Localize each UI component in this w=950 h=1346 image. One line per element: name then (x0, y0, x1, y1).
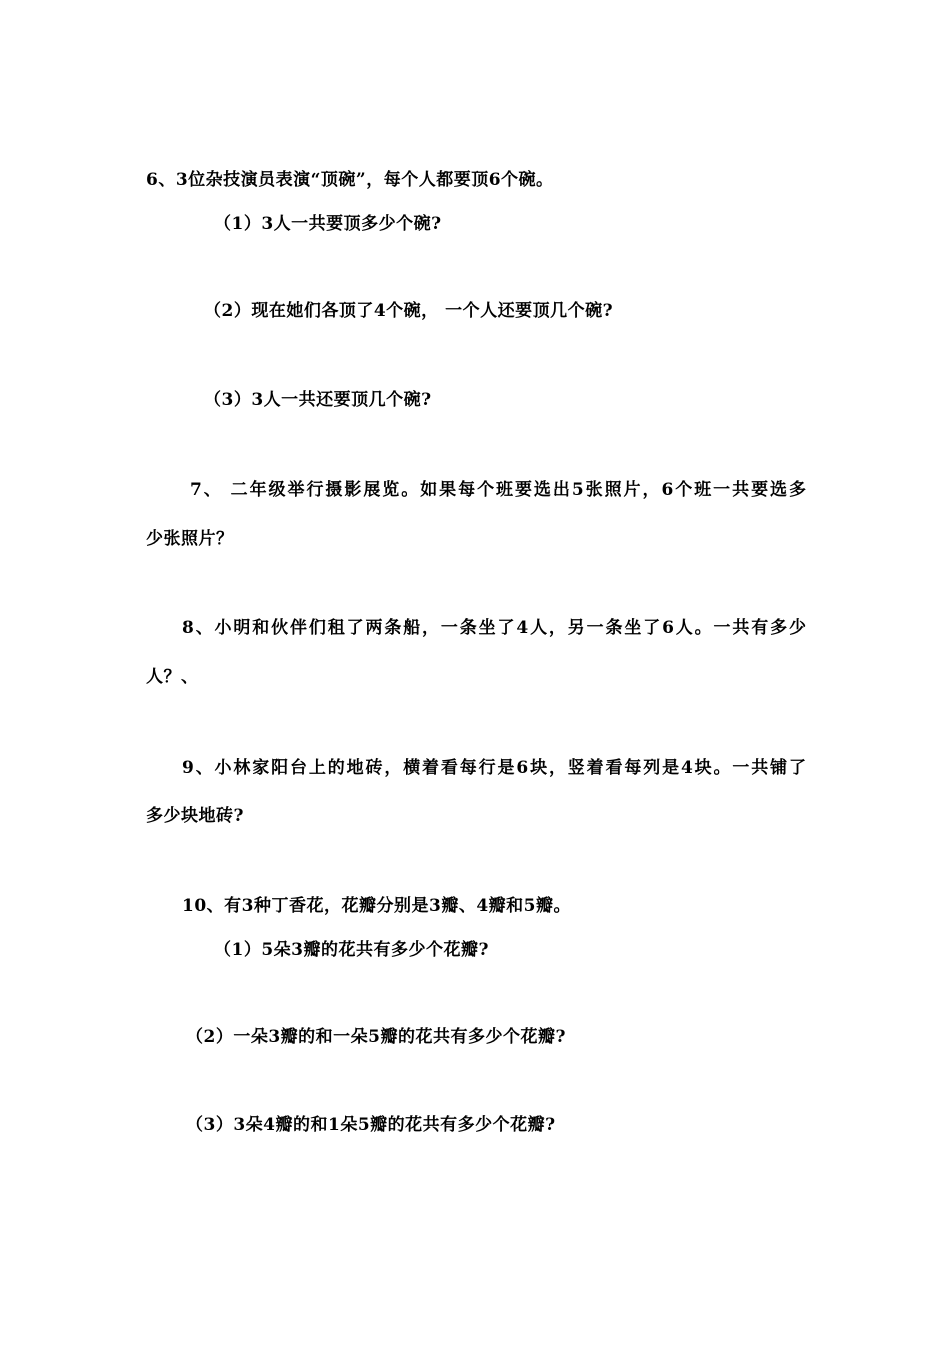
question-9-line-2: 多少块地砖? (146, 806, 244, 826)
question-6-part-2: （2）现在她们各顶了4个碗， 一个人还要顶几个碗? (204, 301, 614, 321)
question-9-line-1: 9、小林家阳台上的地砖，横着看每行是6块，竖着看每列是4块。一共铺了 (182, 758, 806, 778)
question-10-part-3: （3）3朵4瓣的和1朵5瓣的花共有多少个花瓣? (186, 1115, 556, 1135)
question-10-part-2: （2）一朵3瓣的和一朵5瓣的花共有多少个花瓣? (186, 1027, 566, 1047)
question-6-part-3: （3）3人一共还要顶几个碗? (204, 390, 432, 410)
question-7-line-1: 7、 二年级举行摄影展览。如果每个班要选出5张照片，6个班一共要选多 (190, 480, 806, 500)
question-6-stem: 6、3位杂技演员表演“顶碗”，每个人都要顶6个碗。 (146, 170, 554, 190)
question-8-line-1: 8、小明和伙伴们租了两条船，一条坐了4人，另一条坐了6人。一共有多少 (182, 618, 806, 638)
question-6-part-1: （1）3人一共要顶多少个碗? (214, 214, 442, 234)
question-8-line-2: 人？、 (146, 667, 199, 687)
question-7-line-2: 少张照片？ (146, 529, 234, 549)
question-10-stem: 10、有3种丁香花，花瓣分别是3瓣、4瓣和5瓣。 (182, 896, 571, 916)
question-10-part-1: （1）5朵3瓣的花共有多少个花瓣? (214, 940, 489, 960)
